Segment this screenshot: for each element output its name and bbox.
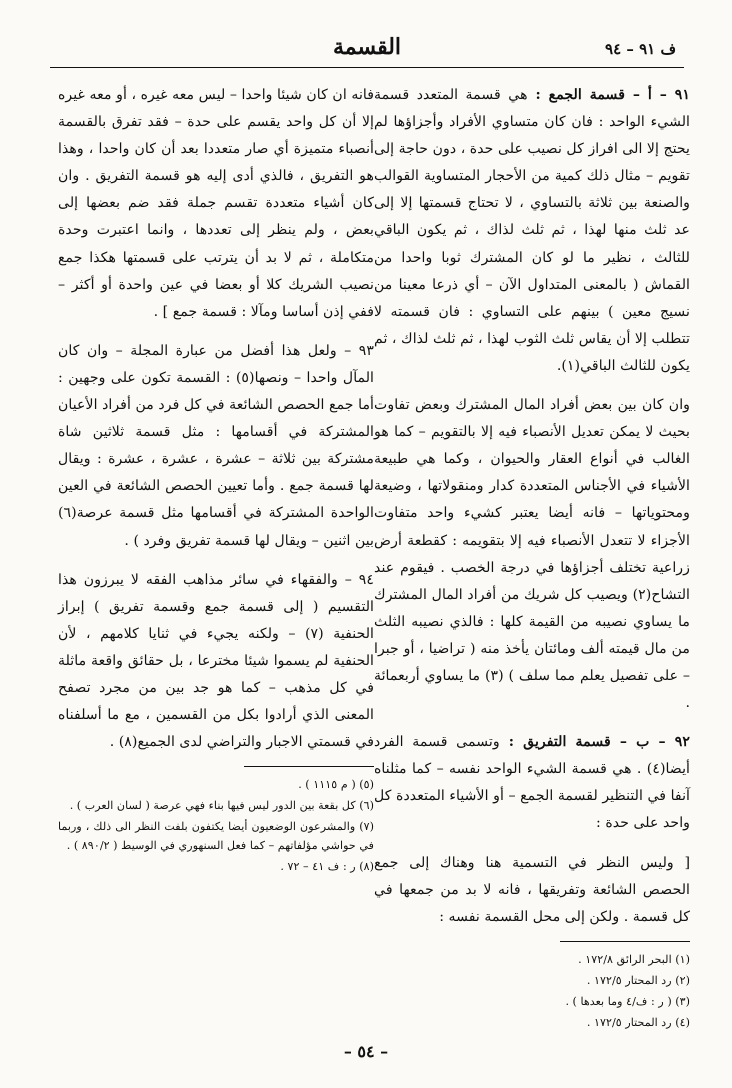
section-range: ف ٩١ – ٩٤ [605,40,676,58]
paragraph-bracket: [ وليس النظر في التسمية هنا وهناك إلى جمع الحصص الشائعة وتفريقها ، فانه لا بد من جمعها في كل قسمة . ولكن إلى محل القسمة نفسه : [374,854,690,925]
heading-91: ٩١ – أ – قسمة الجمع : [527,87,690,103]
footnote-rule [560,941,690,942]
footnote-ref: (١) [561,357,581,374]
paragraph-cont: فانه ان كان شيئا واحدا – ليس معه غيره ، أو معه غيره إلا أن كل واحد يقسم على حدة – فقد تفرق بالقسمة أنصباء متميزة أي صار متعددا بعد أن كان واحدا ، وهذا هو التفريق ، فالذي أدى إليه هو قسمة التفريق . وان كان أشياء متعددة تقسم جملة فقد ضم بعضها إلى بعض ، ولم ينظر إلى تعددها ، وانما اعتبرت وحدة متكاملة ، ثم لا بد أن يترتب على قسمتها هكذا جمع نصيب الشريك كلا أو بعضا في عين واحدة أو أكثر – ففي إذن أساسا ومآلا : قسمة جمع ] . [58,87,374,320]
paragraph-93: ٩٣ – ولعل هذا أفضل من عبارة المجلة – وان كان المآل واحدا – ونصها(٥) : القسمة تكون على وجهين : أما جمع الحصص الشائعة في كل فرد من أفراد الأعيان المشتركة في أقسامها : مثل قسمة ثلاثين شاة مشتركة بين ثلاثة – عشرة ، عشرة ، عشرة : ويقال لها قسمة جمع . وأما تعيين الحصص الشائعة في العين الواحدة المشتركة في أقسامها مثل قسمة عرصة(٦) بين اثنين – ويقال لها قسمة تفريق وفرد ) . [58,342,374,549]
footnote: (٧) والمشرعون الوضعيون أيضا يكتفون بلفت النظر الى ذلك ، وربما في حواشي مؤلفاتهم – كما فعل السنهوري في الوسيط ( ٨٩٠/٢ ) . [58,820,374,853]
paragraph-91: ٩١ – أ – قسمة الجمع : هي قسمة المتعدد قسمة الشيء الواحد : فان كان متساوي الأفراد وأجزاؤها لم يحتج إلا الى افراز كل نصيب على حدة ، دون حاجة إلى تقويم – مثال ذلك كمية من الأحجار المتساوية القوالب والصنعة بين ثلاثة بالتساوي ، لا تحتاج قسمتها إلا إلى عد ثلث منها لهذا ، ثم ثلث لذاك ، ثم يكون الباقي للثالث ، نظير ما لو كان المشترك ثوبا واحدا من القماش ( بالمعنى المتداول الآن – أي ذرعا معينا من نسيج معين ) بينهم على التساوي : فان قسمته لا تتطلب إلا أن يقاس ثلث الثوب لهذا ، ثم ثلث لذاك ، ثم يكون للثالث الباقي(١). [374,87,690,374]
footnote: (٥) ( م ١١١٥ ) . [298,778,374,792]
left-column [58,82,374,878]
footnote: (٣) ( ر : ف/٤ وما بعدها ) . [565,994,690,1008]
footnote: (٤) رد المحتار ١٧٢/٥ . [586,1015,690,1029]
paragraph-91-cont: وان كان بين بعض أفراد المال المشترك وبعض تفاوت بحيث لا يمكن تعديل الأنصباء فيه إلا بالتقويم – كما هو الغالب في أنواع العقار والحيوان ، وكما هي طبيعة الأشياء في الأجناس المتعددة كدار ومنقولاتها ، وضيعة ومحتوياتها – فانه أيضا يعتبر كشيء واحد متفاوت الأجزاء لا تتعدل الأنصباء فيه إلا بتقويمه : كقطعة أرض زراعية تختلف أجزاؤها في درجة الخصب . فيقوم عند التشاح(٢) ويصيب كل شريك من أفراد المال المشترك ما يساوي نصيبه من القيمة كلها : فالذي نصيبه الثلث من مال قيمته ألف ومائتان يأخذ منه ( تراضيا ، أو جبرا – على تفصيل يعلم مما سلف ) (٣) ما يساوي أربعمائة . [374,397,690,712]
footnote: (٢) رد المحتار ١٧٢/٥ . [586,973,690,987]
footnote: (٦) كل بقعة بين الدور ليس فيها بناء فهي عرصة ( لسان العرب ) . [69,799,374,813]
page-number: – ٥٤ – [343,1042,389,1061]
running-title: القسمة [332,34,402,60]
paragraph-94: ٩٤ – والفقهاء في سائر مذاهب الفقه لا يبرزون هذا التقسيم ( إلى قسمة جمع وقسمة تفريق ) إبراز الحنفية (٧) – ولكنه يجيء في ثنايا كلامهم ، لأن الحنفية لم يسموا شيئا مخترعا ، بل حقائق واقعة ماثلة في كل مذهب – كما هو جد بين من مجرد تصفح المعنى الذي أرادوا بكل من القسمين ، مع ما أسلفناه في قسمتي الاجبار والتراضي لدى الجميع(٨) . [58,571,374,751]
header-rule [50,67,684,68]
footnote: (٨) ر : ف ٤١ – ٧٢ . [280,860,374,874]
heading-92: ٩٢ – ب – قسمة التفريق : [499,734,690,751]
right-column [374,82,690,1034]
footnotes-left [58,775,374,876]
paragraph-92-body: وتسمى قسمة الفرد أيضا(٤) . هي قسمة الشيء الواحد نفسه – كما مثلناه آنفا في التنظير لقسمة الجمع – أو الأشياء المتعددة كل واحد على حدة : [374,734,690,832]
paragraph-91-body: هي قسمة المتعدد قسمة الشيء الواحد : فان كان متساوي الأفراد وأجزاؤها لم يحتج إلا الى افراز كل نصيب على حدة ، دون حاجة إلى تقويم – مثال ذلك كمية من الأحجار المتساوية القوالب والصنعة بين ثلاثة بالتساوي ، لا تحتاج قسمتها إلا إلى عد ثلث منها لهذا ، ثم ثلث لذاك ، ثم يكون الباقي للثالث ، نظير ما لو كان المشترك ثوبا واحدا من القماش ( بالمعنى المتداول الآن – أي ذرعا معينا من نسيج معين ) بينهم على التساوي : فان قسمته لا تتطلب إلا أن يقاس ثلث الثوب لهذا ، ثم ثلث لذاك ، ثم يكون للثالث الباقي [374,87,690,374]
paragraph-92 [374,729,690,837]
footnotes-right [374,950,690,1032]
footnote-rule [244,766,374,767]
page-header [50,34,684,68]
footnote: (١) البحر الرائق ١٧٢/٨ . [578,952,690,966]
